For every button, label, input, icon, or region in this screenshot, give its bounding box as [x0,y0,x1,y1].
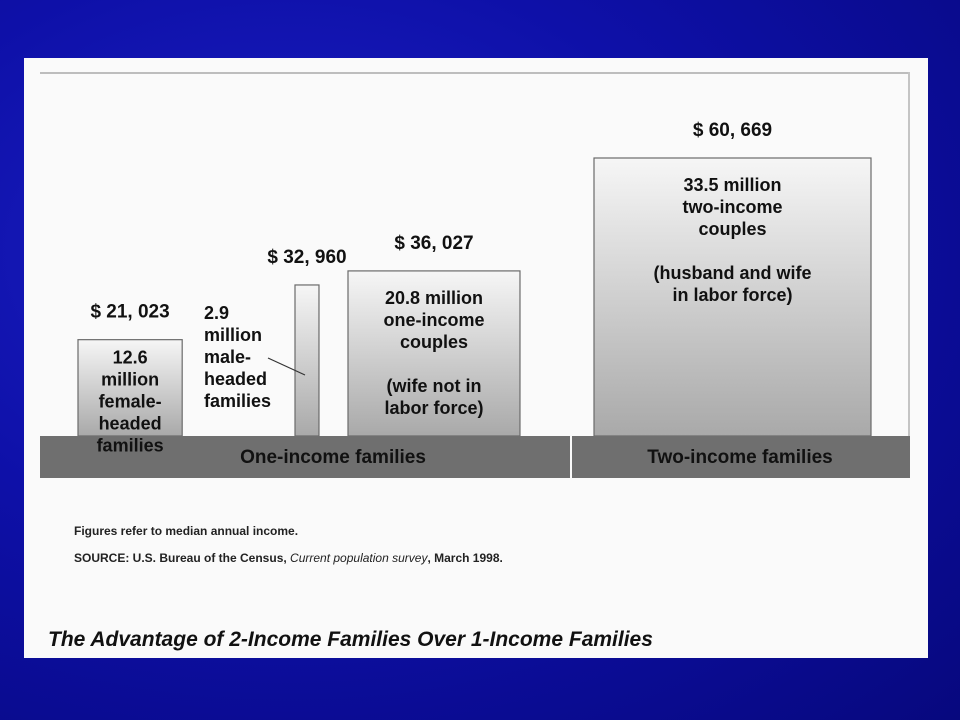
bar-2-label-line-3: male- [204,347,252,367]
slide-title: The Advantage of 2-Income Families Over 1-Income Families [48,628,653,651]
value-label-1: $ 21, 023 [90,301,170,323]
bar-3-label-line-6: labor force) [384,397,484,418]
bar-4-label-line-6: in labor force) [672,285,793,305]
median-note: Figures refer to median annual income. [74,524,299,538]
value-label-2: $ 32, 960 [267,246,347,268]
bar-1-label-line-3: female- [98,391,162,412]
bar-3-label-line-3: couples [399,331,469,352]
bar-4-label-line-5: (husband and wife [653,263,812,283]
bar-4-label-line-2: two-income [682,197,783,217]
group-label-two-income: Two-income families [647,447,833,468]
group-label-one-income: One-income families [240,447,426,468]
bar-3-label-line-5: (wife not in [386,375,482,396]
bar-3-label-line-2: one-income [383,309,485,330]
source-note [74,551,503,565]
source-prefix: SOURCE: U.S. Bureau of the Census, [74,551,291,565]
bar-1-label-line-4: headed [98,413,162,434]
bar-2-label-line-1: 2.9 [204,303,230,323]
value-label-3: $ 36, 027 [394,232,474,254]
bar-3-label-line-1: 20.8 million [384,287,484,308]
bar-2-label-line-2: million [204,325,262,345]
bar-2-label-line-4: headed [204,369,268,389]
value-label-4: $ 60, 669 [692,120,773,141]
source-suffix: , March 1998. [427,551,503,565]
bar-2-label-line-5: families [204,391,272,411]
bar-2 [295,285,319,436]
bar-1-label-line-1: 12.6 [112,347,148,368]
bar-4-label-line-3: couples [698,219,767,239]
bar-4-label-line-1: 33.5 million [683,175,782,195]
bar-1-label-line-2: million [101,369,160,390]
source-publication: Current population survey [290,551,428,565]
bar-1-label-line-5: families [96,435,164,456]
